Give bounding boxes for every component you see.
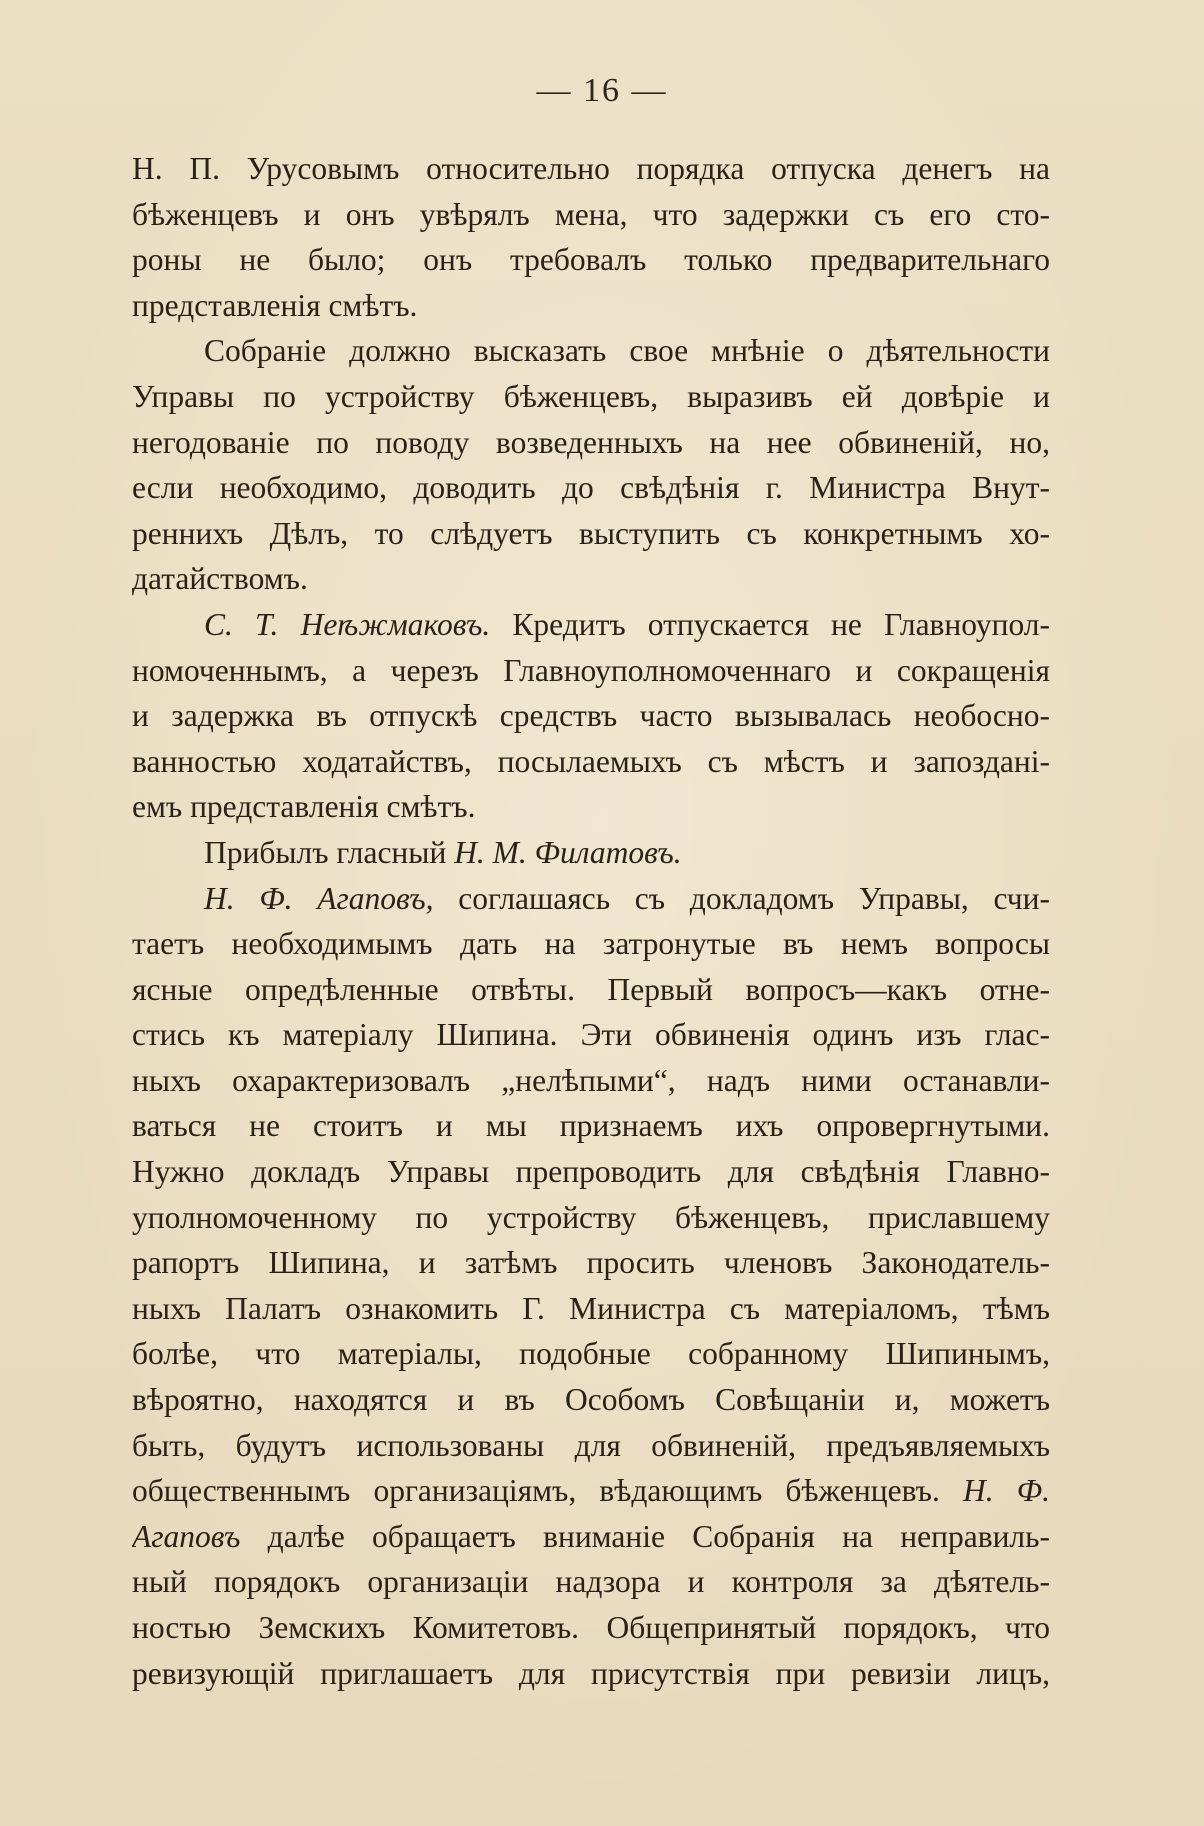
body-text [132, 146, 1050, 1696]
text-line [132, 921, 1050, 967]
text-line [132, 967, 1050, 1013]
text-line [132, 420, 1050, 466]
text-line [132, 328, 1050, 374]
text-line [132, 693, 1050, 739]
line-text: ностью Земскихъ Комитетовъ. Общепринятый порядокъ, что [132, 1610, 1050, 1645]
text-line [132, 1103, 1050, 1149]
text-line [132, 283, 1050, 329]
line-text: общественнымъ организаціямъ, вѣдающимъ бѣженцевъ. [132, 1473, 963, 1509]
line-text: Кредитъ отпускается не Главноупол- [490, 606, 1050, 642]
text-line [132, 1058, 1050, 1104]
line-text: негодованіе по поводу возведенныхъ на нее обвиненій, но, [132, 424, 1050, 460]
line-text: быть, будутъ использованы для обвиненій, предъявляемыхъ [132, 1427, 1050, 1463]
line-text: рапортъ Шипина, и затѣмъ просить членовъ Законодатель- [132, 1245, 1050, 1281]
text-line [132, 1559, 1050, 1605]
text-line [132, 374, 1050, 420]
text-line [132, 511, 1050, 557]
line-text: ясные опредѣленные отвѣты. Первый вопросъ—какъ отне- [132, 971, 1050, 1007]
text-line [132, 1468, 1050, 1514]
text-line [132, 1605, 1050, 1651]
text-line [132, 1423, 1050, 1469]
line-text: ваться не стоитъ и мы признаемъ ихъ опровергнутыми. [132, 1108, 1050, 1144]
text-line [132, 1286, 1050, 1332]
text-line [132, 1514, 1050, 1560]
text-line [132, 1331, 1050, 1377]
line-text: если необходимо, доводить до свѣдѣнія г. Министра Внут- [132, 470, 1050, 506]
line-text: таетъ необходимымъ дать на затронутые въ немъ вопросы [132, 926, 1050, 962]
line-text: емъ представленія смѣтъ. [132, 789, 476, 825]
line-text: Нужно докладъ Управы препроводить для свѣдѣнія Главно- [132, 1154, 1050, 1190]
text-line [132, 876, 1050, 922]
line-text: уполномоченному по устройству бѣженцевъ, приславшему [132, 1199, 1050, 1235]
line-text: датайствомъ. [132, 561, 308, 597]
line-text: стись къ матеріалу Шипина. Эти обвиненія одинъ изъ глас- [132, 1017, 1050, 1053]
page-number: — 16 — [536, 72, 668, 109]
line-text: ванностью ходатайствъ, посылаемыхъ съ мѣстъ и запоздані- [132, 743, 1050, 779]
speaker-name: Н. М. Филатовъ. [454, 834, 682, 870]
text-line [132, 830, 1050, 876]
line-text: Собраніе должно высказать свое мнѣніе о дѣятельности [204, 333, 1050, 369]
text-line [132, 1377, 1050, 1423]
text-line [132, 1240, 1050, 1286]
line-text: ный порядокъ организаціи надзора и контроля за дѣятель- [132, 1564, 1050, 1600]
text-line [132, 192, 1050, 238]
line-text: далѣе обращаетъ вниманіе Собранія на неправиль- [240, 1518, 1050, 1554]
text-line [132, 1012, 1050, 1058]
line-text: Прибылъ гласный [204, 834, 455, 870]
text-line [132, 648, 1050, 694]
text-line [132, 739, 1050, 785]
speaker-name: Агаповъ [132, 1518, 241, 1554]
speaker-name: Н. Ф. [963, 1473, 1050, 1509]
line-text: ныхъ Палатъ ознакомить Г. Министра съ матеріаломъ, тѣмъ [132, 1290, 1050, 1326]
line-text: роны не было; онъ требовалъ только предварительнаго [132, 242, 1050, 278]
line-text: номоченнымъ, а черезъ Главноуполномоченнаго и сокращенія [132, 652, 1050, 688]
text-line [132, 556, 1050, 602]
line-text: вѣроятно, находятся и въ Особомъ Совѣщаніи и, можетъ [132, 1382, 1050, 1418]
text-line [132, 465, 1050, 511]
speaker-name: С. Т. Неѣжмаковъ. [204, 606, 491, 642]
text-line [132, 1195, 1050, 1241]
line-text: представленія смѣтъ. [132, 287, 418, 323]
line-text: болѣе, что матеріалы, подобные собранному Шипинымъ, [132, 1336, 1050, 1372]
line-text: Н. П. Урусовымъ относительно порядка отпуска денегъ на [132, 151, 1050, 186]
text-line [132, 237, 1050, 283]
text-line [132, 146, 1050, 192]
text-line [132, 1651, 1050, 1697]
line-text: реннихъ Дѣлъ, то слѣдуетъ выступить съ конкретнымъ хо- [132, 515, 1050, 551]
line-text: бѣженцевъ и онъ увѣрялъ мена, что задержки съ его сто- [132, 196, 1050, 232]
text-line [132, 784, 1050, 830]
speaker-name: Н. Ф. Агаповъ, [204, 880, 434, 916]
line-text: Управы по устройству бѣженцевъ, выразивъ ей довѣріе и [132, 378, 1050, 414]
line-text: ныхъ охарактеризовалъ „нелѣпыми“, надъ ними останавли- [132, 1062, 1050, 1098]
line-text: и задержка въ отпускѣ средствъ часто вызывалась необосно- [132, 698, 1050, 734]
text-line [132, 602, 1050, 648]
line-text: ревизующій приглашаетъ для присутствія при ревизіи лицъ, [132, 1655, 1050, 1691]
line-text: соглашаясь съ докладомъ Управы, счи- [433, 880, 1050, 916]
text-line [132, 1149, 1050, 1195]
